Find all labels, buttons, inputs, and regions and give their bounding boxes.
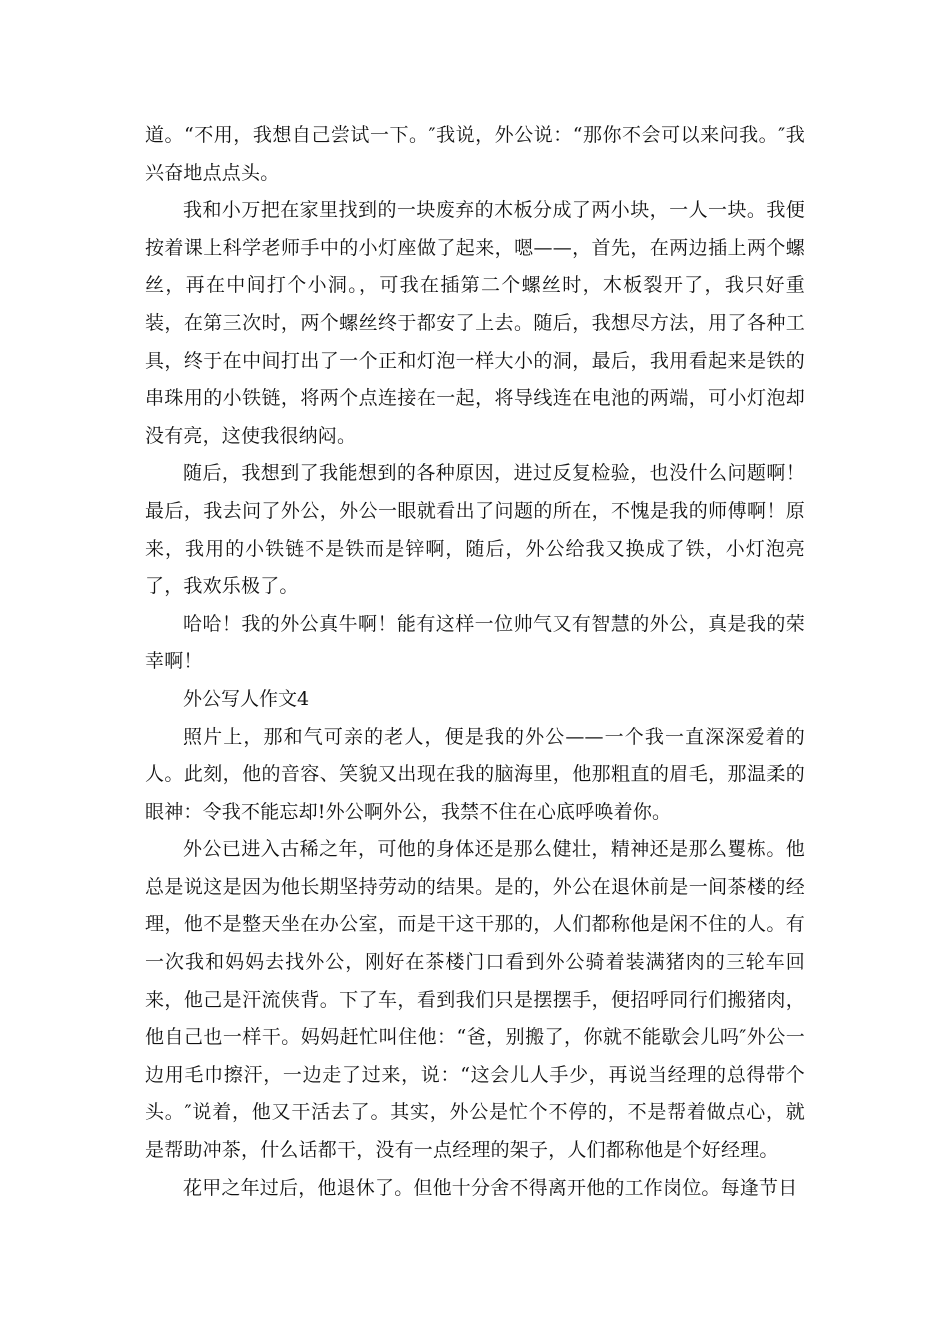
paragraph-7: 花甲之年过后，他退休了。但他十分舍不得离开他的工作岗位。每逢节日 xyxy=(183,1176,798,1199)
paragraph-3: 随后，我想到了我能想到的各种原因，进过反复检验，也没什么问题啊！最后，我去问了外公，外公一眼就看出了问题的所在，不愧是我的师傅啊！原来，我用的小铁链不是铁而是锌啊，随后，外公给我又换成了铁，小灯泡亮了，我欢乐极了。 xyxy=(145,462,805,598)
paragraph-1: 道。“不用，我想自己尝试一下。″我说，外公说：“那你不会可以来问我。″我兴奋地点点头。 xyxy=(145,124,805,184)
section-heading: 外公写人作文4 xyxy=(183,687,310,710)
paragraph-4: 哈哈！我的外公真牛啊！能有这样一位帅气又有智慧的外公，真是我的荣幸啊！ xyxy=(145,612,805,673)
paragraph-2: 我和小万把在家里找到的一块废弃的木板分成了两小块，一人一块。我便按着课上科学老师手中的小灯座做了起来，嗯——，首先，在两边插上两个螺丝，再在中间打个小洞。，可我在插第二个螺丝时，木板裂开了，我只好重装，在第三次时，两个螺丝终于都安了上去。随后，我想尽方法，用了各种工具，终于在中间打出了一个正和灯泡一样大小的洞，最后，我用看起来是铁的串珠用的小铁链，将两个点连接在一起，将导线连在电池的两端，可小灯泡却没有亮，这使我很纳闷。 xyxy=(145,199,805,447)
paragraph-5: 照片上，那和气可亲的老人，便是我的外公——一个我一直深深爱着的人。此刻，他的音容、笑貌又出现在我的脑海里，他那粗直的眉毛，那温柔的眼神：令我不能忘却!外公啊外公，我禁不住在心底呼唤着你。 xyxy=(145,725,805,823)
document-body xyxy=(145,117,805,1207)
paragraph-6: 外公已进入古稀之年，可他的身体还是那么健壮，精神还是那么矍栋。他总是说这是因为他长期坚持劳动的结果。是的，外公在退休前是一间茶楼的经理，他不是整天坐在办公室，而是干这干那的，人们都称他是闲不住的人。有一次我和妈妈去找外公，刚好在茶楼门口看到外公骑着装满猪肉的三轮车回来，他己是汗流侠背。下了车，看到我们只是摆摆手，便招呼同行们搬猪肉，他自己也一样干。妈妈赶忙叫住他：“爸，别搬了，你就不能歇会儿吗″外公一边用毛巾擦汗，一边走了过来，说：“这会儿人手少，再说当经理的总得带个头。″说着，他又干活去了。其实，外公是忙个不停的，不是帮着做点心，就是帮助冲茶，什么话都干，没有一点经理的架子，人们都称他是个好经理。 xyxy=(145,838,805,1162)
